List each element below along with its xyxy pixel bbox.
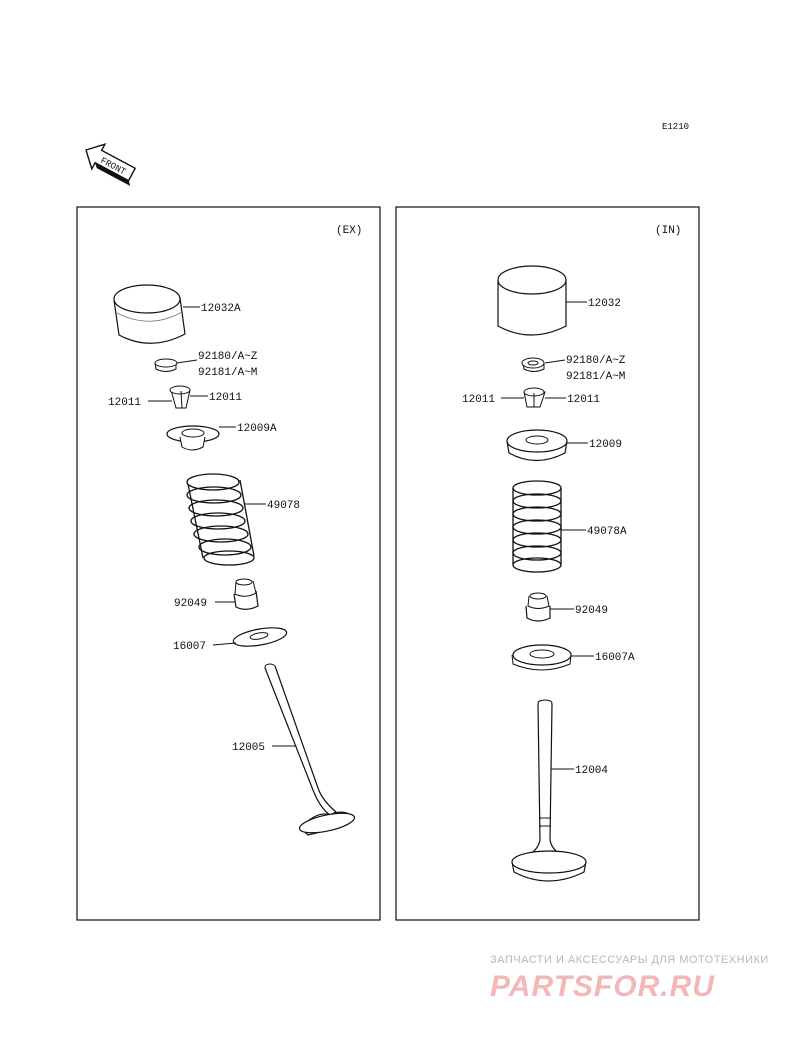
exhaust-label-spring: 49078 <box>267 500 301 512</box>
exhaust-label-shim-a: 92180/A~Z <box>198 351 258 363</box>
intake-panel-tag: (IN) <box>655 225 682 237</box>
intake-spring-seat <box>512 645 571 670</box>
intake-shim <box>522 358 544 372</box>
exhaust-spring-seat <box>232 624 288 649</box>
exhaust-spring-retainer <box>167 426 219 450</box>
watermark-brand: PARTSFOR.RU <box>490 970 715 1003</box>
exhaust-label-cotter-left: 12011 <box>108 397 142 409</box>
intake-label-shim-a: 92180/A~Z <box>566 355 626 367</box>
intake-panel <box>396 207 699 920</box>
exhaust-cotters <box>170 386 190 408</box>
exhaust-label-seal: 92049 <box>174 598 208 610</box>
intake-stem-seal <box>526 593 550 621</box>
intake-cotters <box>524 388 545 407</box>
intake-label-seat: 16007A <box>595 652 635 664</box>
exhaust-label-shim-b: 92181/A~M <box>198 367 258 379</box>
intake-label-retainer: 12009 <box>589 439 623 451</box>
exhaust-shim <box>155 359 177 372</box>
intake-valve <box>512 700 586 881</box>
intake-tappet-bucket <box>498 266 566 335</box>
intake-label-bucket: 12032 <box>588 298 622 310</box>
exhaust-label-valve: 12005 <box>232 742 266 754</box>
intake-label-valve: 12004 <box>575 765 609 777</box>
exhaust-label-seat: 16007 <box>173 641 207 653</box>
intake-label-spring: 49078A <box>587 526 627 538</box>
intake-label-seal: 92049 <box>575 605 609 617</box>
exhaust-label-bucket: 12032A <box>201 303 241 315</box>
exhaust-label-cotter-right: 12011 <box>209 392 243 404</box>
intake-label-cotter-left: 12011 <box>462 394 496 406</box>
exhaust-label-retainer: 12009A <box>237 423 277 435</box>
diagram-code: E1210 <box>662 122 690 132</box>
intake-valve-spring <box>513 481 561 572</box>
intake-label-shim-b: 92181/A~M <box>566 371 626 383</box>
exhaust-tappet-bucket <box>114 285 185 343</box>
exhaust-panel-tag: (EX) <box>336 225 363 237</box>
exhaust-stem-seal <box>234 579 258 609</box>
intake-spring-retainer <box>507 430 567 461</box>
watermark-tagline: ЗАПЧАСТИ И АКСЕССУАРЫ ДЛЯ МОТОТЕХНИКИ <box>490 954 769 966</box>
front-arrow-icon <box>79 138 142 189</box>
front-arrow-label: FRONT <box>98 155 128 178</box>
exhaust-valve-spring <box>187 474 254 565</box>
intake-label-cotter-right: 12011 <box>567 394 601 406</box>
exhaust-panel <box>77 207 380 920</box>
exhaust-valve <box>265 664 356 837</box>
